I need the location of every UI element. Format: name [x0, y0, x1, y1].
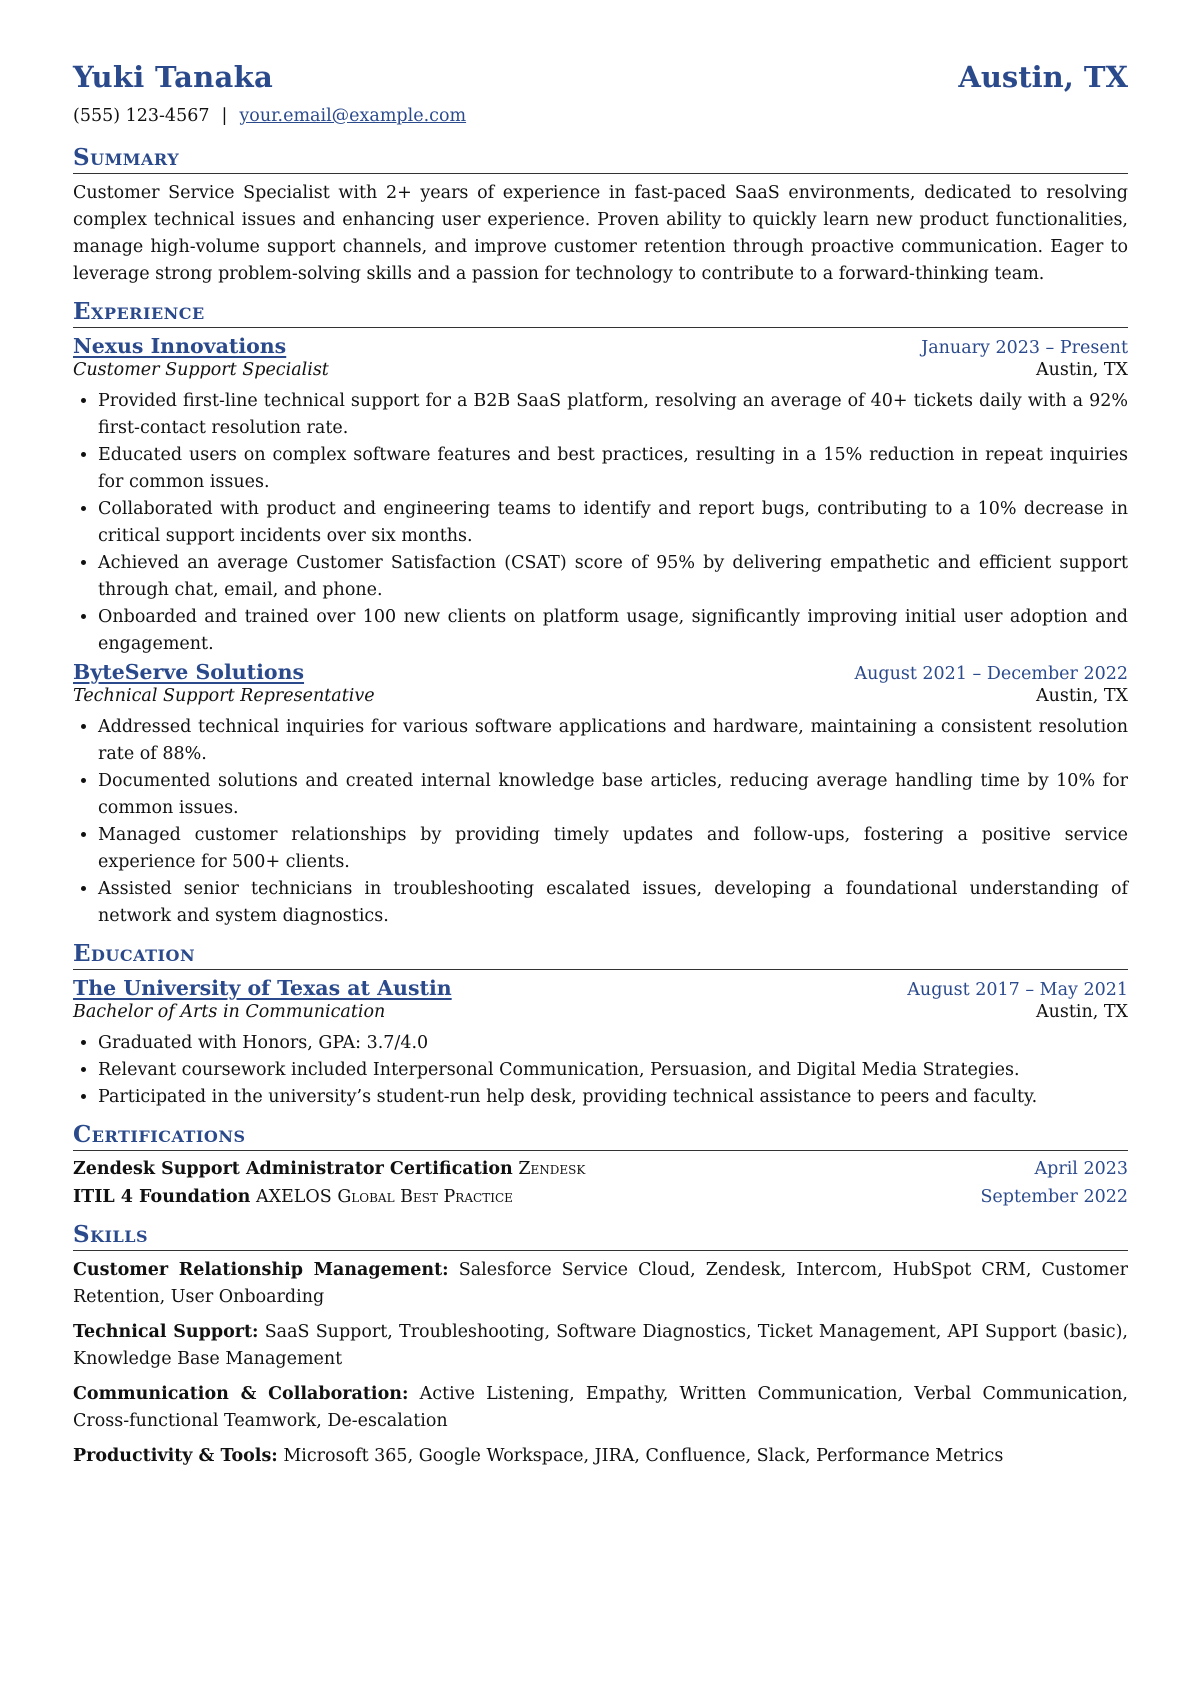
certification-text — [73, 1183, 513, 1211]
section-title-certifications: Certifications — [73, 1119, 1128, 1151]
contact-separator: | — [221, 106, 228, 126]
skill-items: Salesforce Service Cloud, Zendesk, Intercom, HubSpot CRM, Customer Retention, User Onboarding — [73, 1260, 1128, 1307]
entry-header — [73, 660, 1128, 684]
employment-dates: August 2021 – December 2022 — [854, 664, 1128, 684]
list-item: • Educated users on complex software features and best practices, resulting in a 15% reduction in repeat inquiries for common issues. — [98, 442, 1128, 496]
list-item: • Assisted senior technicians in troubleshooting escalated issues, developing a foundational understanding of network and system diagnostics. — [98, 876, 1128, 930]
school-link[interactable]: The University of Texas at Austin — [73, 976, 452, 1000]
achievement-list — [73, 714, 1128, 930]
certification-name: Zendesk Support Administrator Certification — [73, 1159, 513, 1179]
entry-subheader — [73, 360, 1128, 380]
employment-dates: January 2023 – Present — [921, 338, 1128, 358]
skill-category: Productivity & Tools: — [73, 1446, 278, 1466]
phone-number: (555) 123-4567 — [73, 106, 210, 126]
skill-category: Technical Support: — [73, 1322, 259, 1342]
entry-header — [73, 334, 1128, 358]
certification-row — [73, 1155, 1128, 1183]
entry-header — [73, 976, 1128, 1000]
education-dates: August 2017 – May 2021 — [907, 980, 1128, 1000]
skills-list — [73, 1257, 1128, 1470]
skill-group — [73, 1319, 1128, 1373]
list-item: • Achieved an average Customer Satisfaction (CSAT) score of 95% by delivering empathetic and efficient support through chat, email, and phone. — [98, 550, 1128, 604]
skill-category: Communication & Collaboration: — [73, 1384, 409, 1404]
certification-name: ITIL 4 Foundation — [73, 1187, 251, 1207]
section-title-summary: Summary — [73, 142, 1128, 174]
certification-row — [73, 1183, 1128, 1211]
skill-items: SaaS Support, Troubleshooting, Software Diagnostics, Ticket Management, API Support (basic), Knowledge Base Management — [73, 1322, 1128, 1369]
job-title: Technical Support Representative — [73, 686, 375, 706]
school-location: Austin, TX — [1035, 1002, 1128, 1022]
skill-items: Active Listening, Empathy, Written Communication, Verbal Communication, Cross-functional Teamwork, De-escalation — [73, 1384, 1128, 1431]
achievement-list — [73, 388, 1128, 658]
degree: Bachelor of Arts in Communication — [73, 1002, 386, 1022]
job-location: Austin, TX — [1035, 686, 1128, 706]
section-title-education: Education — [73, 938, 1128, 970]
job-location: Austin, TX — [1035, 360, 1128, 380]
certification-issuer: AXELOS Global Best Practice — [255, 1187, 513, 1207]
list-item: • Documented solutions and created internal knowledge base articles, reducing average handling time by 10% for common issues. — [98, 768, 1128, 822]
certification-issuer: Zendesk — [518, 1159, 586, 1179]
employer-link[interactable]: ByteServe Solutions — [73, 660, 305, 684]
list-item: • Onboarded and trained over 100 new clients on platform usage, significantly improving initial user adoption and engagement. — [98, 604, 1128, 658]
certifications-list — [73, 1155, 1128, 1211]
education-details-list — [73, 1030, 1128, 1111]
skill-group — [73, 1257, 1128, 1311]
employer-link[interactable]: Nexus Innovations — [73, 334, 287, 358]
resume-page — [73, 60, 1128, 1470]
list-item: • Graduated with Honors, GPA: 3.7/4.0 — [98, 1030, 1128, 1057]
email-link[interactable]: your.email@example.com — [239, 106, 467, 126]
contact-line — [73, 106, 1128, 138]
entry-subheader — [73, 686, 1128, 706]
section-title-skills: Skills — [73, 1219, 1128, 1251]
job-title: Customer Support Specialist — [73, 360, 329, 380]
skill-category: Customer Relationship Management: — [73, 1260, 449, 1280]
list-item: • Addressed technical inquiries for various software applications and hardware, maintaining a consistent resolution rate of 88%. — [98, 714, 1128, 768]
skill-items: Microsoft 365, Google Workspace, JIRA, Confluence, Slack, Performance Metrics — [283, 1446, 1004, 1466]
resume-header — [73, 60, 1128, 106]
skill-group — [73, 1381, 1128, 1435]
list-item: • Provided first-line technical support for a B2B SaaS platform, resolving an average of 40+ tickets daily with a 92% first-contact resolution rate. — [98, 388, 1128, 442]
list-item: • Relevant coursework included Interpersonal Communication, Persuasion, and Digital Media Strategies. — [98, 1057, 1128, 1084]
certification-text — [73, 1155, 585, 1183]
list-item: • Managed customer relationships by providing timely updates and follow-ups, fostering a positive service experience for 500+ clients. — [98, 822, 1128, 876]
skill-group — [73, 1443, 1128, 1470]
experience-entry — [73, 334, 1128, 658]
experience-entry — [73, 660, 1128, 930]
entry-subheader — [73, 1002, 1128, 1022]
candidate-location: Austin, TX — [958, 60, 1128, 94]
certification-date: April 2023 — [1034, 1159, 1128, 1179]
list-item: • Participated in the university’s student-run help desk, providing technical assistance to peers and faculty. — [98, 1084, 1128, 1111]
education-entry — [73, 976, 1128, 1111]
section-title-experience: Experience — [73, 296, 1128, 328]
list-item: • Collaborated with product and engineering teams to identify and report bugs, contributing to a 10% decrease in critical support incidents over six months. — [98, 496, 1128, 550]
candidate-name: Yuki Tanaka — [73, 60, 274, 94]
certification-date: September 2022 — [980, 1187, 1128, 1207]
summary-text: Customer Service Specialist with 2+ years of experience in fast-paced SaaS environments, dedicated to resolving complex technical issues and enhancing user experience. Proven ability to quickly learn new product functionalities, manage high-volume support channels, and improve customer retention through proactive communication. Eager to leverage strong problem-solving skills and a passion for technology to contribute to a forward-thinking team. — [73, 183, 1128, 284]
